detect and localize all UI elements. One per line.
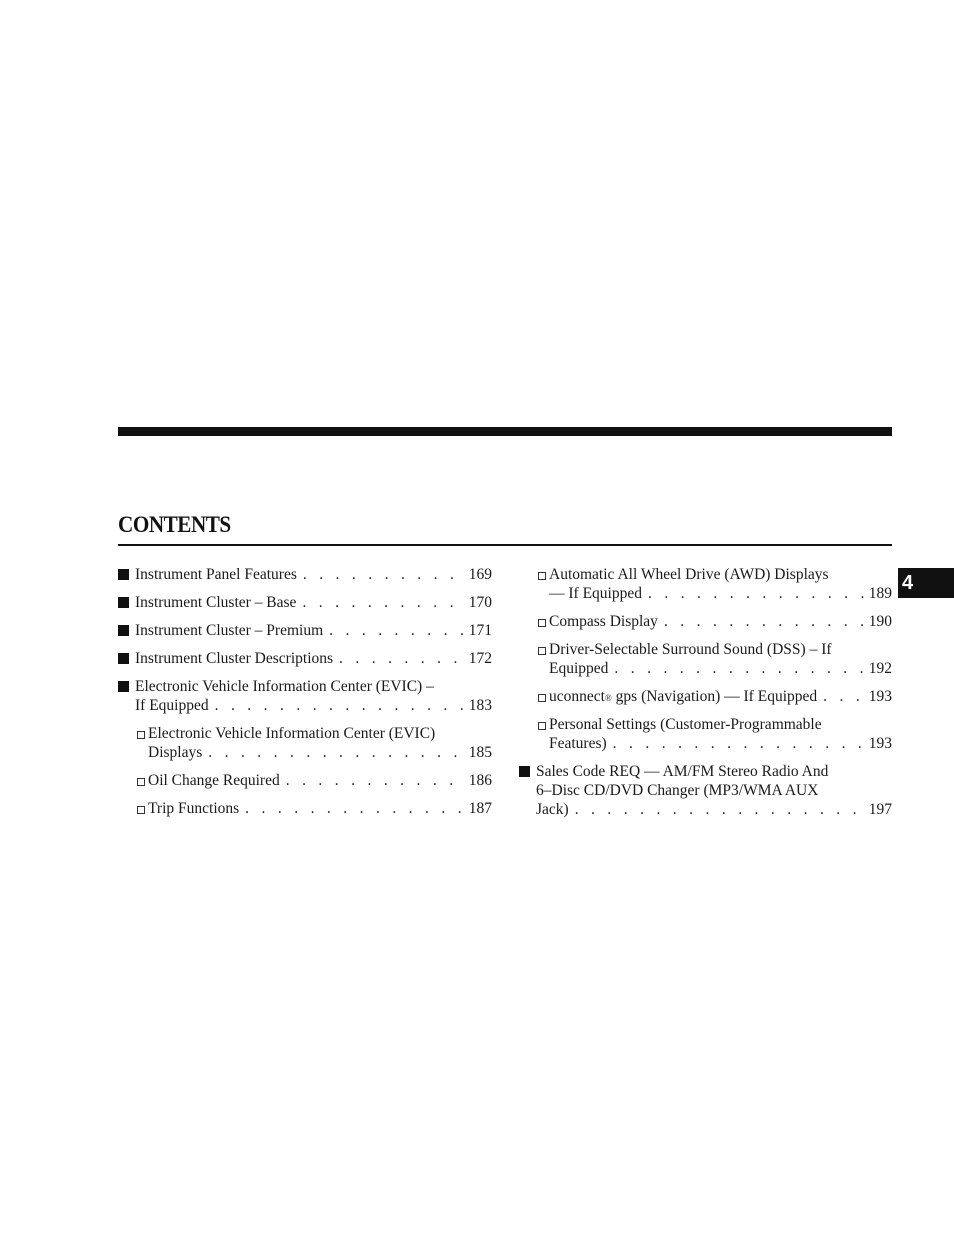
toc-page-number: 193	[868, 688, 892, 705]
toc-subentry[interactable]	[519, 612, 892, 631]
dot-leader	[245, 799, 464, 818]
filled-square-bullet-icon	[118, 621, 129, 641]
dot-leader	[302, 593, 463, 612]
toc-entry[interactable]	[118, 677, 492, 715]
toc-entry-label: Automatic All Wheel Drive (AWD) Displays	[549, 566, 829, 583]
toc-page-number: 190	[868, 613, 892, 630]
toc-entry-label-cont: If Equipped	[135, 697, 209, 714]
toc-entry-label-cont: gps (Navigation) — If Equipped	[615, 688, 818, 705]
open-square-bullet-icon	[137, 799, 145, 819]
toc-entry-label-cont: Features)	[549, 735, 607, 752]
toc-page-number: 192	[868, 660, 892, 677]
toc-entry-label-cont: 6–Disc CD/DVD Changer (MP3/WMA AUX	[536, 782, 819, 799]
open-square-bullet-icon	[538, 612, 546, 632]
toc-subentry[interactable]	[118, 799, 492, 818]
toc-entry-label: Instrument Cluster – Premium	[135, 622, 324, 639]
toc-entry-label-cont: Jack)	[536, 801, 569, 818]
toc-entry-label: Personal Settings (Customer-Programmable	[549, 716, 822, 733]
dot-leader	[648, 584, 864, 603]
toc-entry-label: Electronic Vehicle Information Center (EVIC) –	[135, 678, 434, 695]
toc-entry-label: Instrument Panel Features	[135, 566, 297, 583]
page-title: CONTENTS	[118, 512, 231, 537]
toc-page-number: 193	[868, 735, 892, 752]
toc-right-column	[519, 565, 892, 828]
open-square-bullet-icon	[538, 640, 546, 660]
toc-entry-label: Driver-Selectable Surround Sound (DSS) – If	[549, 641, 832, 658]
toc-entry[interactable]	[118, 593, 492, 612]
toc-page-number: 185	[468, 744, 492, 761]
open-square-bullet-icon	[137, 771, 145, 791]
dot-leader	[208, 743, 464, 762]
toc-left-column	[118, 565, 492, 827]
dot-leader	[215, 696, 464, 715]
top-rule	[118, 427, 892, 436]
toc-entry-label: Oil Change Required	[148, 772, 280, 789]
toc-entry-label: Electronic Vehicle Information Center (EVIC)	[148, 725, 436, 742]
filled-square-bullet-icon	[118, 593, 129, 613]
toc-page-number: 186	[468, 772, 492, 789]
toc-subentry[interactable]	[519, 640, 892, 678]
toc-page-number: 197	[868, 801, 892, 818]
dot-leader	[664, 612, 864, 631]
toc-entry[interactable]	[118, 621, 492, 640]
toc-entry-label: Trip Functions	[148, 800, 240, 817]
toc-subentry[interactable]: uconnect ® gps (Navigation) — If Equipped . . . 193	[519, 687, 892, 706]
dot-leader	[303, 565, 464, 584]
dot-leader	[286, 771, 464, 790]
toc-entry-label-cont: — If Equipped	[549, 585, 642, 602]
toc-entry-label-cont: Displays	[148, 744, 203, 761]
toc-entry[interactable]	[118, 649, 492, 668]
title-rule	[118, 544, 892, 546]
toc-subentry[interactable]	[519, 565, 892, 603]
toc-entry[interactable]	[118, 565, 492, 584]
filled-square-bullet-icon	[118, 649, 129, 669]
toc-subentry[interactable]	[118, 771, 492, 790]
chapter-tab: 4	[898, 568, 954, 598]
dot-leader	[613, 734, 864, 753]
open-square-bullet-icon	[137, 724, 145, 744]
toc-entry[interactable]	[519, 762, 892, 819]
toc-entry-label: uconnect	[549, 688, 605, 705]
toc-entry-label: Instrument Cluster – Base	[135, 594, 297, 611]
filled-square-bullet-icon	[519, 762, 530, 782]
open-square-bullet-icon	[538, 715, 546, 735]
toc-page-number: 172	[468, 650, 492, 667]
filled-square-bullet-icon	[118, 677, 129, 697]
open-square-bullet-icon	[538, 687, 546, 707]
toc-entry-label-cont: Equipped	[549, 660, 609, 677]
toc-page-number: 171	[468, 622, 492, 639]
dot-leader	[614, 659, 863, 678]
toc-entry-label: Instrument Cluster Descriptions	[135, 650, 334, 667]
toc-page-number: 183	[468, 697, 492, 714]
toc-page-number: 189	[868, 585, 892, 602]
filled-square-bullet-icon	[118, 565, 129, 585]
dot-leader	[823, 687, 864, 706]
dot-leader	[339, 649, 464, 668]
toc-entry-label: Compass Display	[549, 613, 658, 630]
toc-page-number: 169	[468, 566, 492, 583]
toc-entry-label: Sales Code REQ — AM/FM Stereo Radio And	[536, 763, 829, 780]
toc-subentry[interactable]	[118, 724, 492, 762]
toc-subentry[interactable]	[519, 715, 892, 753]
open-square-bullet-icon	[538, 565, 546, 585]
toc-page-number: 170	[468, 594, 492, 611]
dot-leader	[575, 800, 864, 819]
dot-leader	[329, 621, 464, 640]
toc-page-number: 187	[468, 800, 492, 817]
